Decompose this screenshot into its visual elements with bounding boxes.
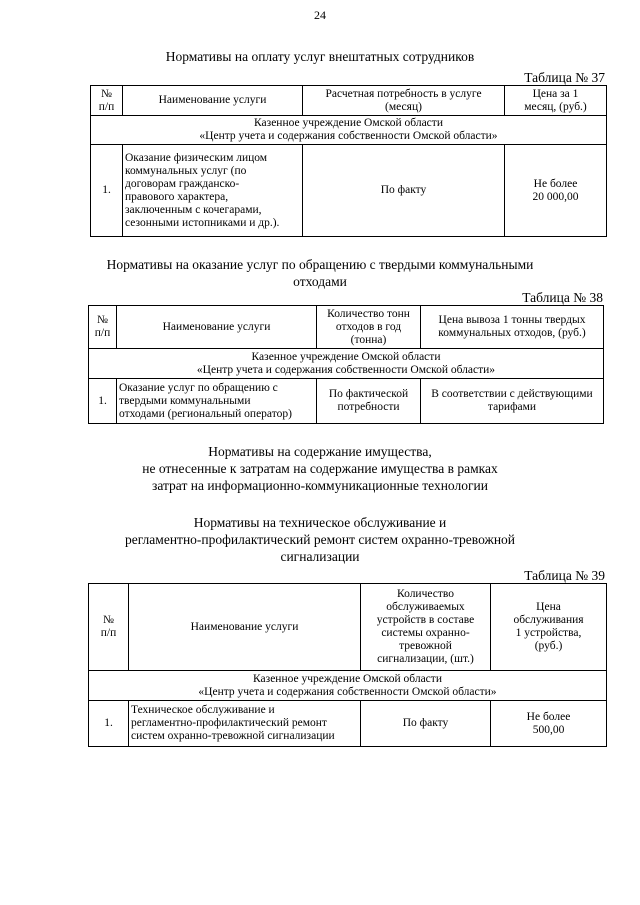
table-38: [88, 305, 604, 424]
row-price: Не более 20 000,00: [505, 145, 607, 237]
table-row: [89, 379, 604, 424]
table-row: [89, 701, 607, 747]
row-estimated-need: По факту: [303, 145, 505, 237]
table-37: [90, 85, 607, 237]
section-title-alarm-maintenance: Нормативы на техническое обслуживание и регламентно-профилактический ремонт систем охранно-тревожной сигнализации: [124, 515, 516, 564]
row-number: 1.: [89, 701, 129, 747]
header-number: № п/п: [91, 86, 123, 116]
org-name-cell: Казенное учреждение Омской области «Центр учета и содержания собственности Омской области»: [91, 116, 607, 145]
table-number-38: Таблица № 38: [522, 290, 603, 305]
table-org-row: [89, 671, 607, 701]
row-waste-tons: По фактической потребности: [317, 379, 421, 424]
header-price-per-device: Цена обслуживания 1 устройства, (руб.): [491, 584, 607, 671]
header-number: № п/п: [89, 584, 129, 671]
header-price-per-month: Цена за 1 месяц, (руб.): [505, 86, 607, 116]
header-price-per-ton: Цена вывоза 1 тонны твердых коммунальных отходов, (руб.): [421, 306, 604, 349]
row-service-name: Оказание физическим лицом коммунальных услуг (по договорам гражданско- правового характера, заключенным с кочегарами, сезонными истопниками и др.).: [123, 145, 303, 237]
table-org-row: [91, 116, 607, 145]
row-number: 1.: [91, 145, 123, 237]
row-service-name: Оказание услуг по обращению с твердыми коммунальными отходами (региональный оператор): [117, 379, 317, 424]
table-org-row: [89, 349, 604, 379]
header-service-name: Наименование услуги: [123, 86, 303, 116]
row-price: Не более 500,00: [491, 701, 607, 747]
header-waste-tons: Количество тонн отходов в год (тонна): [317, 306, 421, 349]
header-estimated-need: Расчетная потребность в услуге (месяц): [303, 86, 505, 116]
header-device-count: Количество обслуживаемых устройств в составе системы охранно- тревожной сигнализации, (шт.): [361, 584, 491, 671]
header-number: № п/п: [89, 306, 117, 349]
table-number-37: Таблица № 37: [524, 70, 605, 85]
table-header-row: [91, 86, 607, 116]
table-row: [91, 145, 607, 237]
row-price: В соответствии с действующими тарифами: [421, 379, 604, 424]
section-title-property-maintenance: Нормативы на содержание имущества, не отнесенные к затратам на содержание имущества в рамках затрат на информационно-коммуникационные технологии: [142, 444, 498, 493]
row-device-count: По факту: [361, 701, 491, 747]
header-service-name: Наименование услуги: [117, 306, 317, 349]
table-header-row: [89, 306, 604, 349]
row-number: 1.: [89, 379, 117, 424]
table-39: [88, 583, 607, 747]
org-name-cell: Казенное учреждение Омской области «Центр учета и содержания собственности Омской области»: [89, 671, 607, 701]
row-service-name: Техническое обслуживание и регламентно-профилактический ремонт систем охранно-тревожной сигнализации: [129, 701, 361, 747]
table-header-row: [89, 584, 607, 671]
table-number-39: Таблица № 39: [524, 568, 605, 583]
page-number: 24: [314, 8, 326, 22]
section-title-outstaff-services: Нормативы на оплату услуг внештатных сотрудников: [165, 49, 475, 64]
org-name-cell: Казенное учреждение Омской области «Центр учета и содержания собственности Омской области»: [89, 349, 604, 379]
section-title-waste-services: Нормативы на оказание услуг по обращению с твердыми коммунальными отходами: [106, 257, 534, 289]
header-service-name: Наименование услуги: [129, 584, 361, 671]
